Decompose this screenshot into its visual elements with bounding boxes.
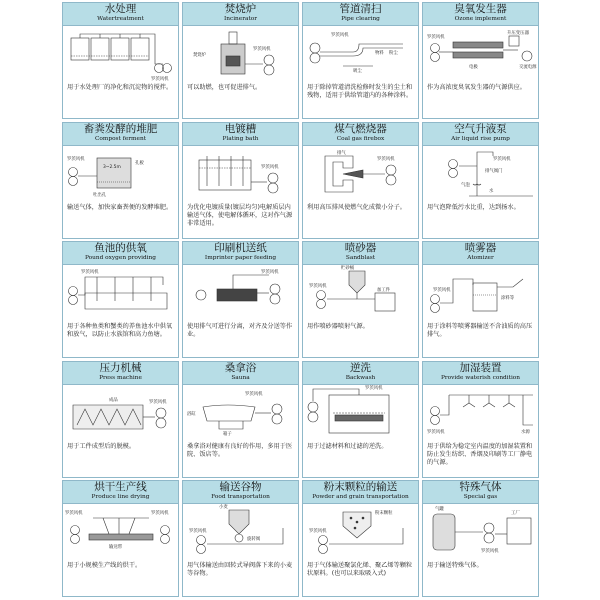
card-header bbox=[183, 3, 298, 26]
card-caption: 桑拿浴对健康有良好的作用，多用于医院、饭店等。 bbox=[187, 442, 293, 458]
grain-transport-diagram bbox=[183, 504, 298, 562]
diagram-label: 物料 bbox=[375, 51, 384, 56]
card-header bbox=[63, 3, 178, 26]
diagram-label: 罗茨风机 bbox=[365, 385, 383, 391]
card-caption: 为优化电镀质量(镀层均匀)电解质层内输送气体，使电解体循环，这对作气源非常适用。 bbox=[187, 203, 293, 228]
card-pipe-clearing bbox=[302, 2, 419, 119]
card-caption: 用于输送特殊气体。 bbox=[427, 562, 483, 569]
diagram-label: 罗茨风机 bbox=[261, 164, 279, 170]
card-waterish-condition bbox=[422, 361, 539, 478]
card-title: 空气升液泵 bbox=[454, 122, 507, 135]
powder-transport-diagram bbox=[303, 504, 418, 562]
diagram-label: 粉尘 bbox=[389, 51, 398, 56]
card-subtitle: Sauna bbox=[231, 374, 250, 381]
paper-feeding-diagram bbox=[183, 265, 298, 323]
card-caption: 用于小规模生产线的烘干。 bbox=[67, 562, 142, 569]
card-produce-line-drying bbox=[62, 480, 179, 597]
card-subtitle: Plating bath bbox=[222, 135, 259, 142]
diagram-label: 吸尘 bbox=[353, 69, 362, 74]
diagram-label: 焚烧炉 bbox=[193, 53, 207, 58]
card-title: 管道清扫 bbox=[339, 3, 382, 15]
diagram-label: 排气 bbox=[337, 150, 346, 156]
card-title: 逆洗 bbox=[350, 361, 371, 374]
card-header bbox=[303, 242, 418, 265]
card-title: 粉末颗粒的输送 bbox=[323, 481, 398, 493]
card-food-transportation bbox=[182, 480, 299, 597]
diagram-label: 罗茨风机 bbox=[427, 35, 445, 40]
card-sandblast bbox=[302, 241, 419, 358]
diagram-label: 罗茨风机 bbox=[261, 270, 279, 275]
diagram-label: 罗茨风机 bbox=[331, 33, 349, 38]
diagram-label: 加工件 bbox=[377, 288, 391, 293]
card-caption: 用于除掉管道清洗检修时发生的尘土和残物，适用于供给管道内的各种涂料。 bbox=[307, 84, 413, 100]
card-header bbox=[303, 123, 418, 146]
diagram-label: 输送带 bbox=[109, 545, 123, 550]
card-press-machine bbox=[62, 361, 179, 478]
diagram-label: 罗茨风机 bbox=[427, 429, 445, 435]
card-title: 臭氧发生器 bbox=[454, 3, 507, 15]
diagram-label: 粉末颗粒 bbox=[375, 511, 393, 516]
card-caption: 用于各种鱼类和蟹类的养鱼池水中供氧和放气，以防止水族馆和高力鱼塘。 bbox=[67, 323, 173, 339]
card-imprinter-paper-feeding bbox=[182, 241, 299, 358]
card-special-gas bbox=[422, 480, 539, 597]
card-subtitle: Press machine bbox=[99, 374, 142, 381]
incinerator-diagram bbox=[183, 26, 298, 84]
air-lift-pump-diagram bbox=[423, 146, 538, 204]
sauna-diagram bbox=[183, 385, 298, 443]
diagram-label: 电极 bbox=[469, 65, 478, 70]
diagram-label: 孔板 bbox=[135, 160, 144, 166]
card-title: 鱼池的供氧 bbox=[94, 242, 147, 254]
diagram-label: 罗茨风机 bbox=[309, 284, 327, 289]
diagram-label: 罗茨风机 bbox=[481, 549, 499, 554]
diagram-label: 罗茨风机 bbox=[151, 77, 169, 82]
pipe-clearing-diagram bbox=[303, 26, 418, 84]
card-title: 印刷机送纸 bbox=[214, 242, 267, 254]
card-subtitle: Watertreatment bbox=[97, 16, 144, 22]
card-subtitle: Compost ferment bbox=[94, 135, 147, 142]
card-compost-ferment bbox=[62, 122, 179, 239]
compost-diagram bbox=[63, 146, 178, 204]
ozone-diagram bbox=[423, 26, 538, 84]
diagram-label: 罗茨风机 bbox=[189, 529, 207, 534]
card-subtitle: Backwash bbox=[345, 374, 376, 381]
card-header bbox=[423, 242, 538, 265]
card-header bbox=[423, 3, 538, 26]
card-header bbox=[63, 242, 178, 265]
card-caption: 用于气体输送聚氯化烯、聚乙烯等颗粒状原料。(也可以来取吸入式) bbox=[307, 562, 413, 578]
diagram-label: 罗茨风机 bbox=[67, 156, 85, 162]
plating-bath-diagram bbox=[183, 146, 298, 204]
card-caption: 用于工件成型后的脱模。 bbox=[67, 442, 136, 450]
card-title: 电镀槽 bbox=[224, 122, 257, 135]
card-header bbox=[303, 3, 418, 26]
card-subtitle: Pipe clearing bbox=[341, 16, 380, 22]
card-caption: 用于水处理厂的净化和沉淀物的搅拌。 bbox=[67, 84, 173, 91]
card-title: 压力机械 bbox=[99, 361, 142, 374]
card-title: 煤气燃烧器 bbox=[334, 122, 387, 135]
card-incinerator bbox=[182, 2, 299, 119]
diagram-label: 涂料等 bbox=[501, 296, 515, 301]
card-subtitle: Food transportation bbox=[211, 494, 270, 500]
diagram-label: 水源 bbox=[521, 429, 530, 435]
press-machine-diagram bbox=[63, 385, 178, 443]
card-ozone-implement bbox=[422, 2, 539, 119]
card-caption: 利用高压排风使燃气化成微小分子。 bbox=[307, 203, 406, 211]
card-header bbox=[423, 481, 538, 504]
diagram-label: 3~2.5m bbox=[103, 164, 121, 170]
card-header bbox=[303, 362, 418, 385]
card-caption: 使用排气可进行分离，对齐及分送等作业。 bbox=[187, 323, 293, 339]
diagram-label: 吐出孔 bbox=[93, 192, 107, 198]
card-header bbox=[423, 123, 538, 146]
diagram-label: 交流电源 bbox=[519, 65, 537, 70]
card-caption: 用于供给为稳定室内温度的加湿装置和防止发生纺织、香烟及印刷等工厂静电的气源。 bbox=[427, 442, 533, 467]
card-subtitle: Sandblast bbox=[345, 255, 376, 261]
card-title: 焚烧炉 bbox=[224, 3, 257, 15]
diagram-label: 罗茨风机 bbox=[253, 47, 271, 52]
card-caption: 作为高浓度臭氧发生器的气源供应。 bbox=[427, 84, 526, 91]
card-subtitle: Incinerator bbox=[223, 16, 258, 22]
card-subtitle: Atomizer bbox=[467, 255, 494, 261]
card-backwash bbox=[302, 361, 419, 478]
card-subtitle: Coal gas firebox bbox=[336, 135, 385, 142]
card-subtitle: Imprinter paper feeding bbox=[204, 255, 277, 261]
diagram-label: 罗茨风机 bbox=[245, 391, 263, 397]
diagram-label: 浴缸 bbox=[187, 411, 196, 417]
card-caption: 用作喷砂器喷射气源。 bbox=[307, 323, 369, 330]
card-caption: 用气泡降低污水比重，达到扬水。 bbox=[427, 203, 520, 211]
diagram-label: 罗茨风机 bbox=[309, 529, 327, 534]
card-title: 水处理 bbox=[104, 3, 137, 15]
card-title: 烘干生产线 bbox=[94, 481, 147, 493]
card-subtitle: Special gas bbox=[463, 494, 498, 500]
card-header bbox=[63, 123, 178, 146]
diagram-label: 罗茨风机 bbox=[493, 156, 511, 162]
card-subtitle: Ozone implement bbox=[454, 16, 507, 22]
card-title: 喷砂器 bbox=[344, 242, 377, 254]
diagram-label: 罗茨风机 bbox=[151, 511, 169, 516]
diagram-label: 旋转阀 bbox=[247, 537, 261, 542]
diagram-label: 罗茨风机 bbox=[149, 399, 167, 405]
card-header bbox=[183, 123, 298, 146]
diagram-label: 排气阀门 bbox=[485, 168, 503, 174]
fish-pond-diagram bbox=[63, 265, 178, 323]
diagram-label: 小麦 bbox=[219, 505, 228, 510]
diagram-label: 工厂 bbox=[511, 511, 520, 516]
diagram-label: 升压变压器 bbox=[507, 31, 529, 36]
card-header bbox=[183, 242, 298, 265]
card-caption: 用气体输送由回转式导阀落下来的小麦等谷物。 bbox=[187, 562, 293, 578]
card-header bbox=[63, 481, 178, 504]
card-atomizer bbox=[422, 241, 539, 358]
diagram-label: 罗茨风机 bbox=[433, 288, 451, 293]
card-title: 畜粪发酵的堆肥 bbox=[83, 122, 158, 135]
diagram-label: 贮砂桶 bbox=[341, 266, 355, 271]
drying-line-diagram bbox=[63, 504, 178, 562]
card-caption: 用于过滤材料和过滤的逆洗。 bbox=[307, 442, 388, 450]
atomizer-diagram bbox=[423, 265, 538, 323]
card-header bbox=[183, 481, 298, 504]
card-title: 桑拿浴 bbox=[224, 361, 257, 374]
card-water-treatment bbox=[62, 2, 179, 119]
coal-gas-diagram bbox=[303, 146, 418, 204]
card-air-liquid-rise-pump bbox=[422, 122, 539, 239]
diagram-label: 罗茨风机 bbox=[65, 511, 83, 516]
sandblast-diagram bbox=[303, 265, 418, 323]
water-treatment-diagram bbox=[63, 26, 178, 84]
card-header bbox=[423, 362, 538, 385]
diagram-label: 成品 bbox=[109, 397, 118, 403]
diagram-label: 罗茨风机 bbox=[81, 270, 99, 275]
card-caption: 可以助燃，也可促进排气。 bbox=[187, 84, 262, 91]
diagram-label: 罗茨风机 bbox=[377, 156, 395, 162]
card-caption: 输送气体，加快家畜粪便的发酵堆肥。 bbox=[67, 203, 173, 211]
special-gas-diagram bbox=[423, 504, 538, 562]
diagram-label: 气泡 bbox=[461, 182, 470, 188]
backwash-diagram bbox=[303, 385, 418, 443]
card-title: 特殊气体 bbox=[459, 481, 502, 493]
card-sauna bbox=[182, 361, 299, 478]
application-grid bbox=[62, 2, 540, 598]
diagram-label: 气罐 bbox=[435, 507, 444, 512]
card-title: 加湿装置 bbox=[459, 361, 502, 374]
card-header bbox=[303, 481, 418, 504]
card-header bbox=[63, 362, 178, 385]
card-subtitle: Powder and grain transportation bbox=[312, 494, 409, 500]
card-header bbox=[183, 362, 298, 385]
diagram-label: 水 bbox=[489, 188, 494, 194]
card-subtitle: Pound oxygen providing bbox=[84, 255, 157, 261]
diagram-label: 箱子 bbox=[223, 431, 232, 437]
card-subtitle: Provide waterish condition bbox=[440, 374, 521, 381]
card-plating-bath bbox=[182, 122, 299, 239]
card-powder-grain-transportation bbox=[302, 480, 419, 597]
card-title: 喷雾器 bbox=[464, 242, 497, 254]
card-pound-oxygen-providing bbox=[62, 241, 179, 358]
card-caption: 用于涂料等喷雾器输送不含油质的高压排气。 bbox=[427, 323, 533, 339]
card-coal-gas-firebox bbox=[302, 122, 419, 239]
card-subtitle: Air liquid rise pump bbox=[451, 135, 510, 142]
card-subtitle: Produce line drying bbox=[91, 494, 150, 500]
card-title: 输送谷物 bbox=[219, 481, 262, 493]
humidifier-diagram bbox=[423, 385, 538, 443]
